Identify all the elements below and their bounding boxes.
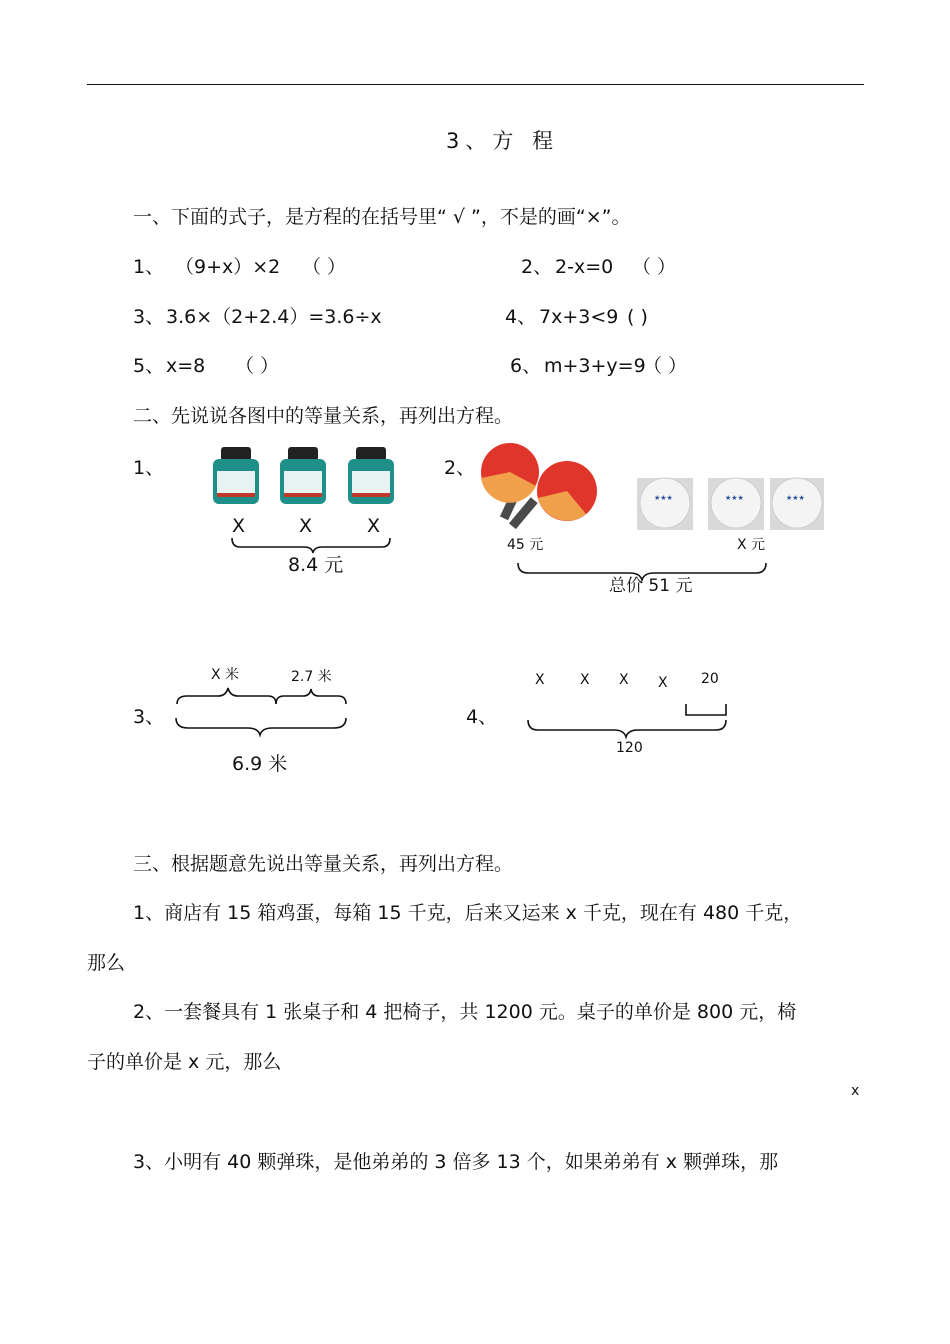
s1-item1-expr: （9+x）×2 [175,256,281,278]
fig2-right-label: X 元 [737,537,766,553]
s3-q2-line1: 2、一套餐具有 1 张桌子和 4 把椅子，共 1200 元。桌子的单价是 800 元，椅 [133,1001,797,1023]
s1-item5-expr: x=8 [166,355,206,377]
ping-pong-ball-icon [708,478,764,530]
brace-fig4-total [528,720,726,737]
stray-x-mark: x [851,1083,860,1099]
fig4-label: X [658,675,668,691]
fig2-num: 2、 [444,457,476,479]
section3-heading: 三、根据题意先说出等量关系，再列出方程。 [133,853,514,875]
brace-fig3-total [176,718,346,735]
ink-bottle-icon [213,447,259,504]
s1-item2-num: 2、 [521,256,553,278]
s1-item6-num: 6、 [510,355,542,377]
s3-q3-line1: 3、小明有 40 颗弹珠，是他弟弟的 3 倍多 13 个，如果弟弟有 x 颗弹珠，那 [133,1151,779,1173]
s1-item1-answer-paren[interactable]: （ ） [302,256,347,278]
s1-item4-expr: 7x+3<9 [539,306,619,328]
fig1-label: X [232,515,246,537]
fig4-label: X [580,672,590,688]
fig4-label: X [535,672,545,688]
fig1-label: X [367,515,381,537]
s1-item3-num: 3、 [133,306,165,328]
s1-item5-num: 5、 [133,355,165,377]
fig4-total: 120 [616,740,643,756]
s1-item6-answer-paren[interactable]: （ ） [643,355,688,377]
section2-heading: 二、先说说各图中的等量关系，再列出方程。 [133,405,514,427]
fig1-label: X [299,515,313,537]
ping-pong-ball-icon [637,478,693,530]
fig3-part2: 2.7 米 [291,669,332,685]
ping-pong-ball-icon [770,478,824,530]
page-title: 3、方 程 [446,129,560,153]
s3-q1-line2: 那么 [87,952,126,974]
s1-item1-num: 1、 [133,256,165,278]
svg-text:★★★: ★★★ [725,494,744,502]
brace-fig3-part1 [177,688,276,704]
svg-text:★★★: ★★★ [654,494,673,502]
s3-q2-line2: 子的单价是 x 元，那么 [87,1051,282,1073]
fig4-extra: 20 [701,671,719,687]
s3-q1-line1: 1、商店有 15 箱鸡蛋，每箱 15 千克，后来又运来 x 千克，现在有 480 千克， [133,902,803,924]
ink-bottle-icon [280,447,326,504]
bracket-fig4-20 [686,704,726,715]
svg-text:★★★: ★★★ [786,494,805,502]
s1-item4-answer-paren[interactable]: ( ) [627,306,648,328]
s1-item3-expr: 3.6×（2+2.4）=3.6÷x [166,306,382,328]
fig2-total: 总价 51 元 [609,576,693,596]
s1-item2-answer-paren[interactable]: （ ） [632,256,677,278]
fig3-total: 6.9 米 [232,753,288,775]
fig2-left-label: 45 元 [507,537,544,553]
fig1-num: 1、 [133,457,165,479]
s1-item5-answer-paren[interactable]: （ ） [235,355,280,377]
section1-heading: 一、下面的式子，是方程的在括号里“ √ ”，不是的画“×”。 [133,206,631,228]
s1-item6-expr: m+3+y=9 [544,355,646,377]
fig3-part1: X 米 [211,667,240,683]
fig1-total: 8.4 元 [288,554,344,576]
brace-fig3-part2 [276,689,346,704]
fig4-num: 4、 [466,706,498,728]
ink-bottle-icon [348,447,394,504]
s1-item2-expr: 2-x=0 [555,256,614,278]
s1-item4-num: 4、 [505,306,537,328]
fig3-num: 3、 [133,706,165,728]
brace-fig1 [232,538,390,553]
fig4-label: X [619,672,629,688]
